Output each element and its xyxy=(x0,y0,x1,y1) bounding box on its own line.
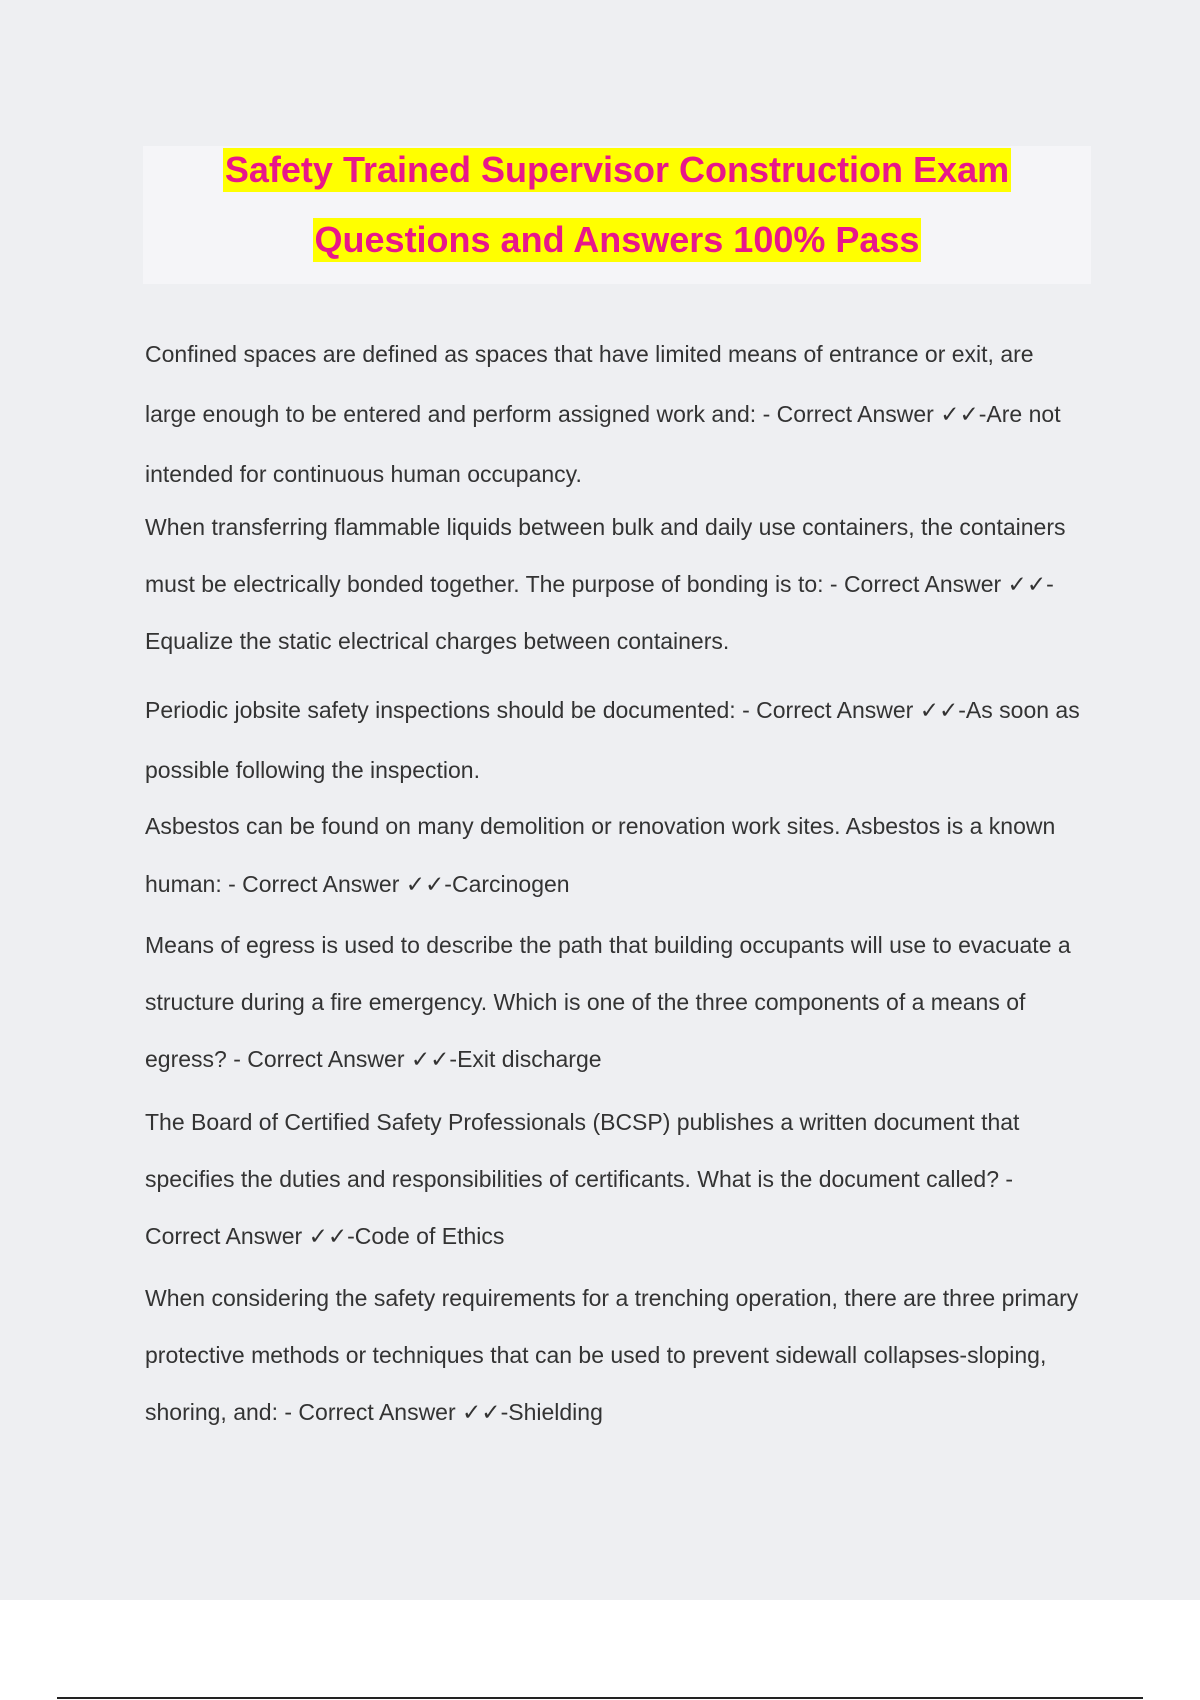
footer-divider xyxy=(57,1697,1143,1699)
qa-item-asbestos: Asbestos can be found on many demolition or renovation work sites. Asbestos is a known human: - Correct Answer ✓✓-Carcinogen xyxy=(145,813,1056,897)
title-block xyxy=(143,146,1091,284)
qa-item-inspections: Periodic jobsite safety inspections should be documented: - Correct Answer ✓✓-As soon as possible following the inspection. xyxy=(145,697,1080,783)
qa-item-means-of-egress: Means of egress is used to describe the path that building occupants will use to evacuate a structure during a fire emergency. Which is one of the three components of a means of egress? - Correct Answer ✓✓-Exit discharge xyxy=(145,932,1071,1072)
document-title-line-1: Safety Trained Supervisor Construction Exam xyxy=(224,149,1010,190)
qa-item-trenching: When considering the safety requirements for a trenching operation, there are three primary protective methods or techniques that can be used to prevent sidewall collapses-sloping, shoring, and: - Correct Answer ✓✓-Shielding xyxy=(145,1285,1079,1425)
qa-item-confined-spaces: Confined spaces are defined as spaces that have limited means of entrance or exit, are large enough to be entered and perform assigned work and: - Correct Answer ✓✓-Are not intended for continuous human occupancy. xyxy=(145,341,1061,487)
qa-item-bonding: When transferring flammable liquids between bulk and daily use containers, the containers must be electrically bonded together. The purpose of bonding is to: - Correct Answer ✓✓-Equalize the static electrical charges between containers. xyxy=(145,514,1066,654)
qa-item-bcsp: The Board of Certified Safety Professionals (BCSP) publishes a written document that specifies the duties and responsibilities of certificants. What is the document called? - Correct Answer ✓✓-Code of Ethics xyxy=(145,1109,1020,1249)
document-title-line-2: Questions and Answers 100% Pass xyxy=(314,219,920,260)
